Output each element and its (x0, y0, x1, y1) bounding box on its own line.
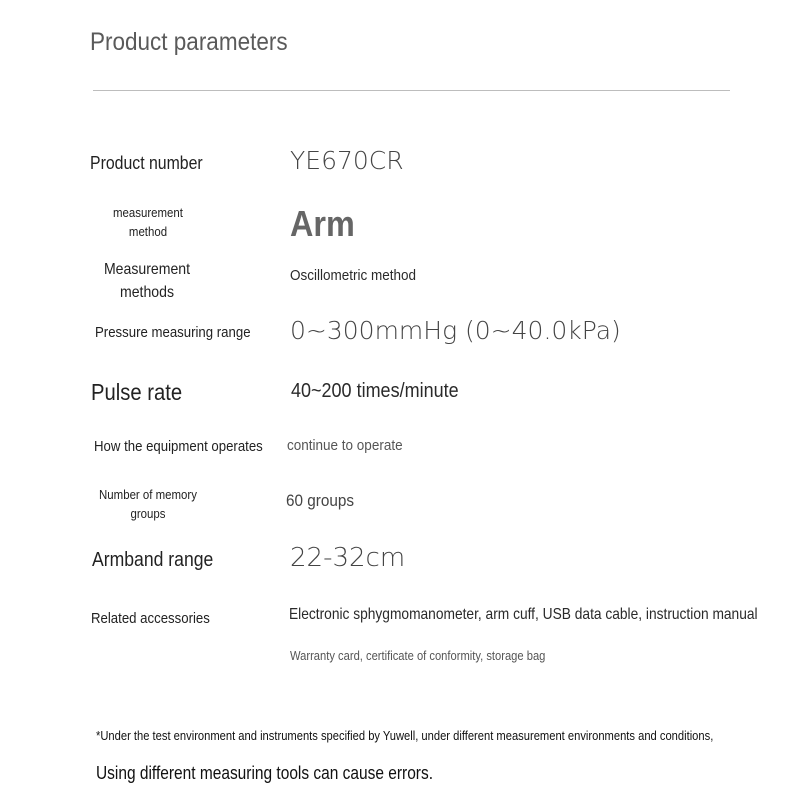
measurement-methods-label-line2: methods (119, 284, 175, 301)
operation-mode-value: continue to operate (287, 437, 403, 454)
measurement-methods-label (99, 258, 196, 304)
accessories-value-line2: Warranty card, certificate of conformity, storage bag (290, 648, 546, 663)
pulse-rate-label: Pulse rate (91, 379, 183, 405)
memory-groups-label-line1: Number of memory (99, 487, 197, 502)
memory-groups-label-line2: groups (130, 506, 166, 521)
measurement-method-label (104, 203, 192, 241)
measurement-methods-value: Oscillometric method (290, 267, 417, 284)
armband-range-label: Armband range (92, 549, 214, 571)
pulse-rate-value: 40~200 times/minute (291, 380, 459, 402)
footnote-line1: *Under the test environment and instruments specified by Yuwell, under different measurement environments and conditions, (96, 728, 714, 743)
operation-mode-label: How the equipment operates (94, 438, 263, 455)
accessories-value-line1: Electronic sphygmomanometer, arm cuff, USB data cable, instruction manual (289, 606, 758, 623)
armband-range-value: 22-32cm (290, 543, 406, 573)
measurement-method-label-line2: method (128, 224, 168, 239)
measurement-method-label-line1: measurement (113, 205, 183, 220)
footnote-line2: Using different measuring tools can cause errors. (96, 763, 434, 783)
title-divider (93, 90, 730, 91)
pressure-range-label: Pressure measuring range (95, 324, 251, 341)
measurement-methods-label-line1: Measurement (103, 261, 191, 278)
measurement-method-value: Arm (290, 203, 355, 244)
product-number-label: Product number (90, 153, 203, 173)
memory-groups-value: 60 groups (286, 491, 355, 510)
accessories-label: Related accessories (91, 610, 210, 627)
pressure-range-value: 0~300mmHg (0~40.0kPa) (290, 316, 621, 345)
page-title: Product parameters (90, 28, 288, 56)
memory-groups-label (95, 485, 201, 523)
product-number-value: YE670CR (290, 146, 404, 175)
